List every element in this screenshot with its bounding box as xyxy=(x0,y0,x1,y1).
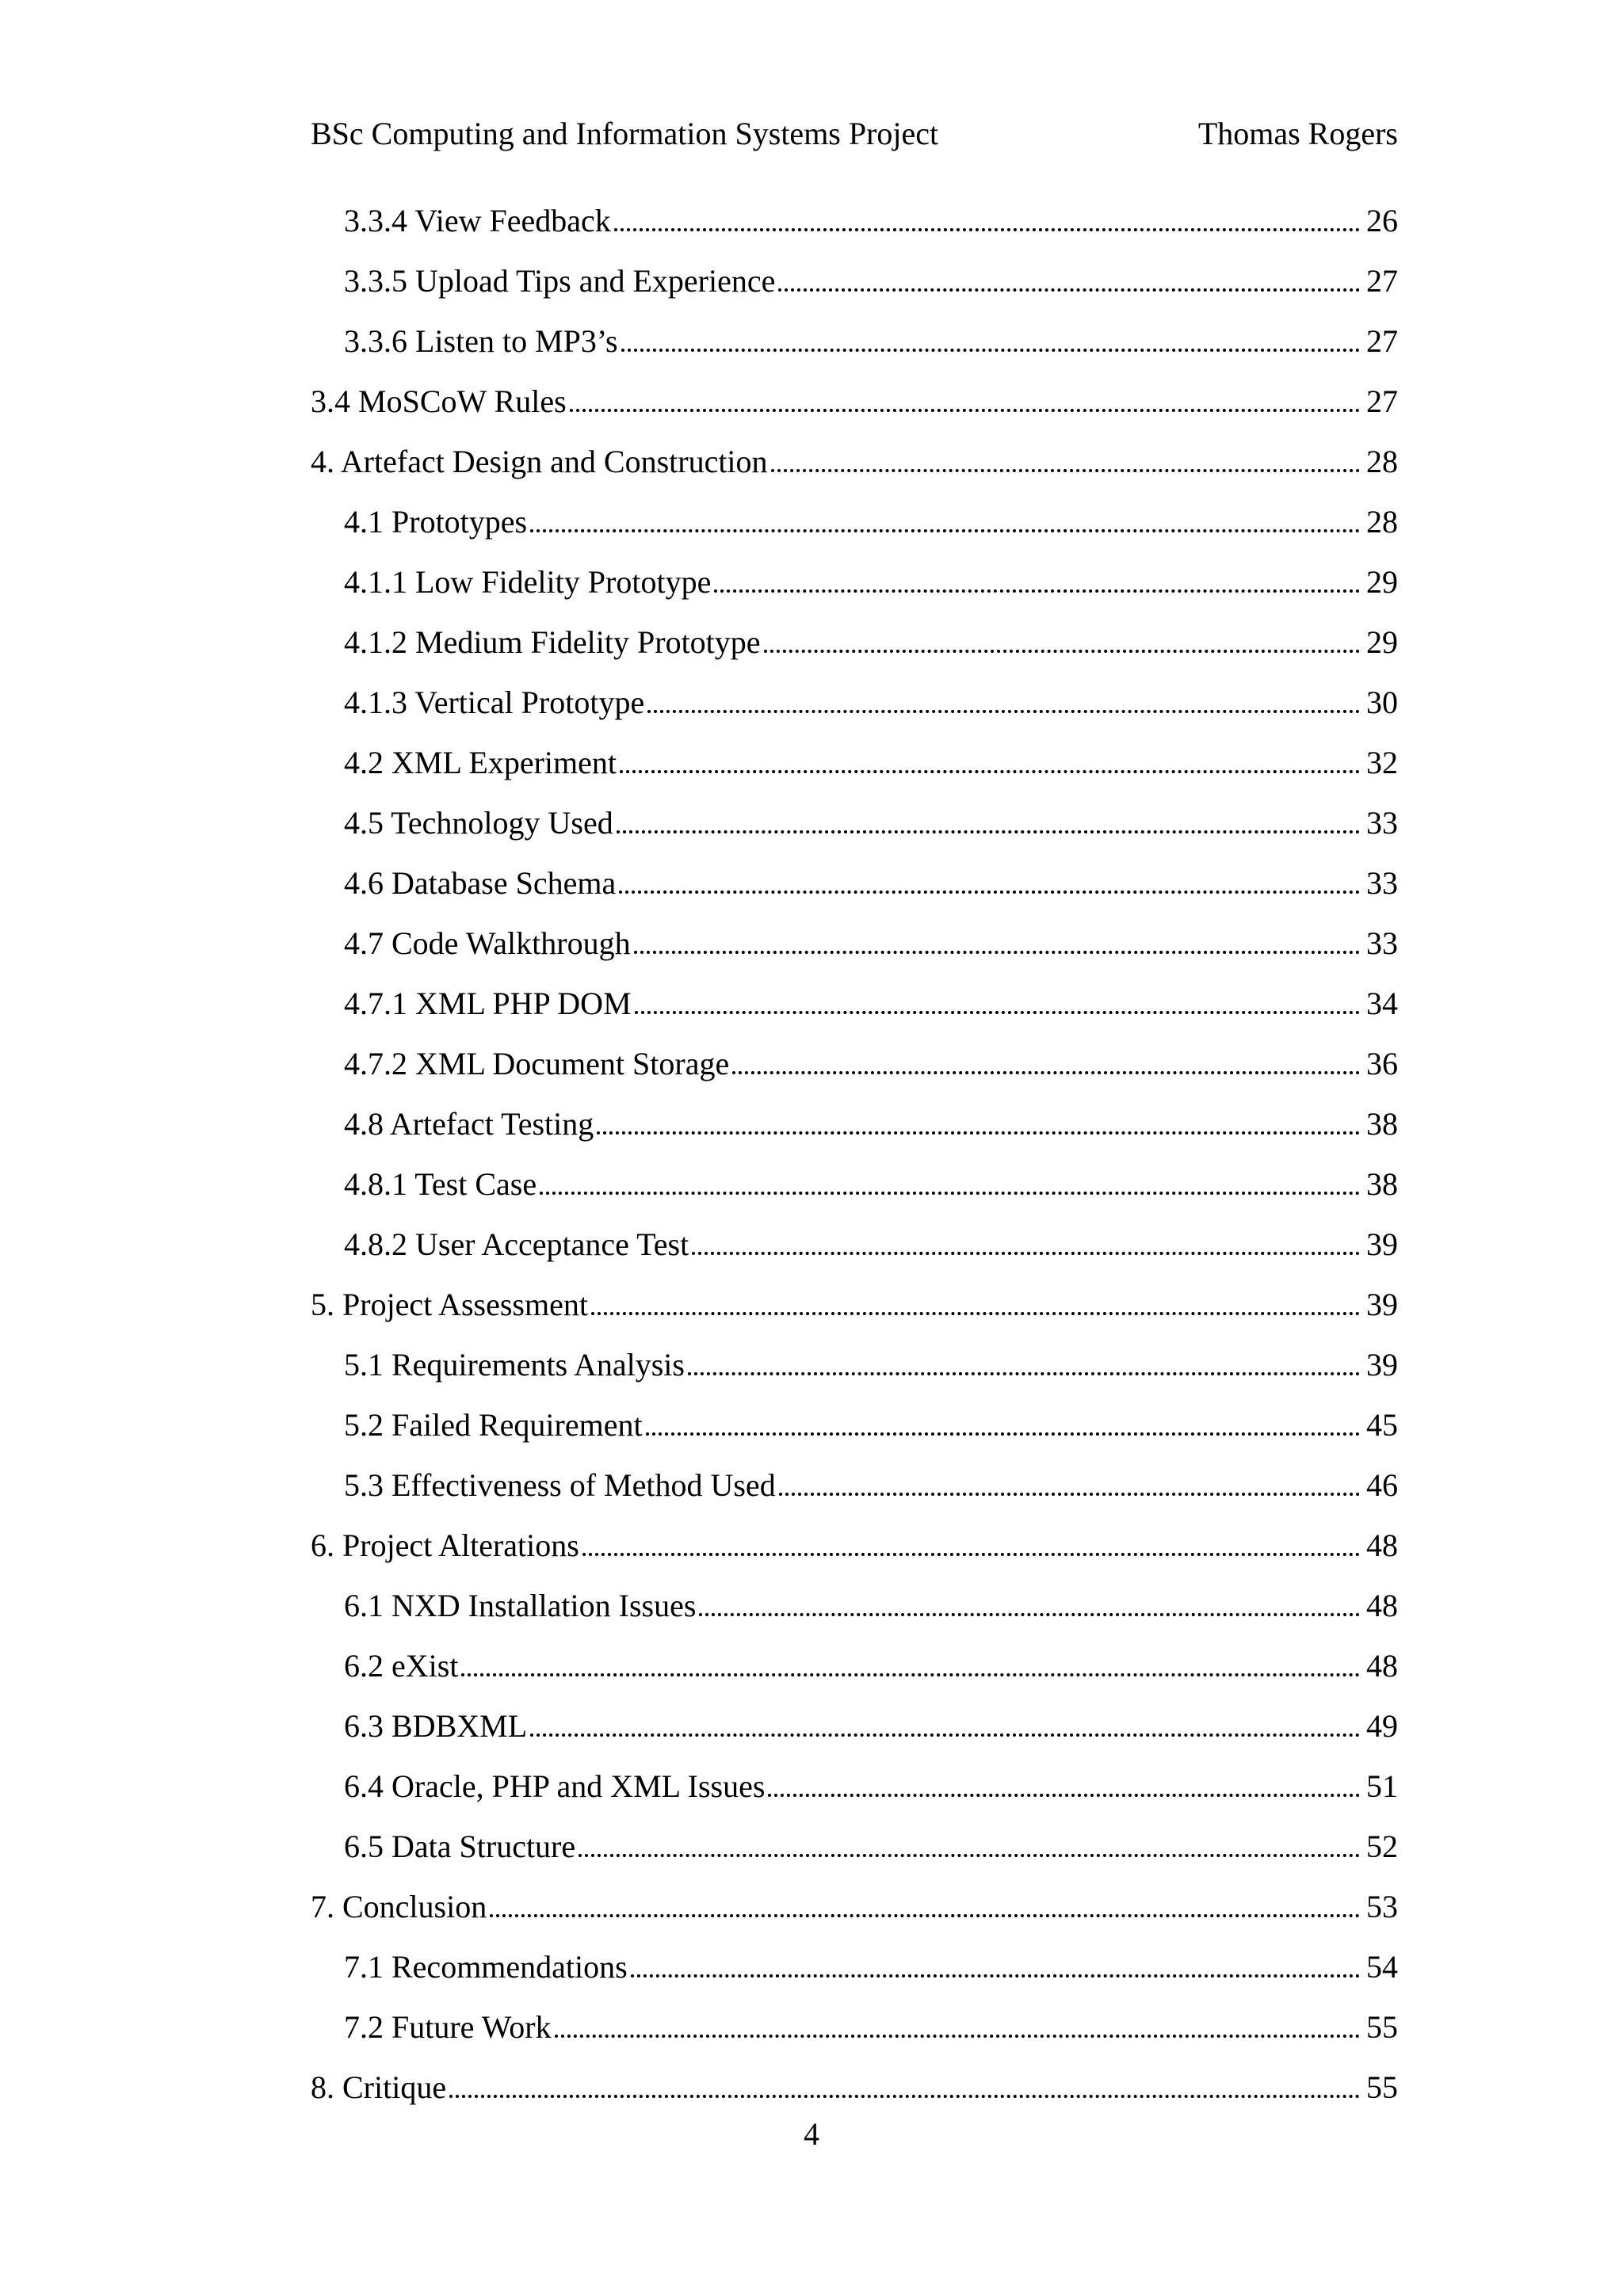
toc-dot-leader xyxy=(597,1131,1360,1135)
toc-entry-page: 36 xyxy=(1366,1045,1398,1081)
header-project-title: BSc Computing and Information Systems Project xyxy=(311,116,939,151)
toc-dot-leader xyxy=(635,1011,1360,1014)
toc-entry[interactable] xyxy=(311,1154,1398,1214)
toc-entry-page: 45 xyxy=(1366,1406,1398,1443)
toc-entry[interactable] xyxy=(311,1816,1398,1876)
toc-entry-title: 4.7 Code Walkthrough xyxy=(344,925,631,961)
toc-entry[interactable] xyxy=(311,311,1398,371)
toc-entry-page: 52 xyxy=(1366,1828,1398,1864)
toc-dot-leader xyxy=(617,830,1360,833)
toc-entry[interactable] xyxy=(311,612,1398,672)
toc-dot-leader xyxy=(688,1372,1360,1375)
toc-entry-page: 29 xyxy=(1366,563,1398,600)
toc-entry[interactable] xyxy=(311,551,1398,612)
toc-dot-leader xyxy=(614,228,1360,231)
toc-entry-title: 4.1.2 Medium Fidelity Prototype xyxy=(344,624,761,660)
toc-entry-title: 4.1.3 Vertical Prototype xyxy=(344,684,645,720)
toc-entry[interactable] xyxy=(311,852,1398,913)
toc-entry-page: 29 xyxy=(1366,624,1398,660)
header-author: Thomas Rogers xyxy=(1197,116,1398,151)
toc-entry-title: 4. Artefact Design and Construction xyxy=(311,443,768,479)
toc-entry[interactable] xyxy=(311,491,1398,551)
toc-entry-title: 7.1 Recommendations xyxy=(344,1948,628,1985)
toc-entry-title: 4.2 XML Experiment xyxy=(344,744,617,780)
page-header xyxy=(311,111,1398,157)
toc-dot-leader xyxy=(619,891,1360,894)
toc-entry-title: 4.1 Prototypes xyxy=(344,503,528,540)
toc-entry-title: 6. Project Alterations xyxy=(311,1527,579,1563)
toc-dot-leader xyxy=(461,1673,1360,1676)
toc-entry-page: 26 xyxy=(1366,202,1398,238)
toc-entry-page: 48 xyxy=(1366,1527,1398,1563)
toc-dot-leader xyxy=(579,1854,1360,1857)
toc-entry-page: 51 xyxy=(1366,1768,1398,1804)
toc-entry[interactable] xyxy=(311,1515,1398,1575)
toc-dot-leader xyxy=(634,951,1360,954)
toc-entry-page: 55 xyxy=(1366,2069,1398,2105)
toc-entry-title: 6.4 Oracle, PHP and XML Issues xyxy=(344,1768,766,1804)
toc-entry[interactable] xyxy=(311,732,1398,792)
table-of-contents xyxy=(311,190,1398,2117)
toc-entry-title: 8. Critique xyxy=(311,2069,447,2105)
toc-entry[interactable] xyxy=(311,1394,1398,1455)
toc-entry-title: 3.3.5 Upload Tips and Experience xyxy=(344,262,776,299)
toc-entry-title: 3.4 MoSCoW Rules xyxy=(311,383,567,419)
toc-entry[interactable] xyxy=(311,1695,1398,1756)
toc-entry-title: 7.2 Future Work xyxy=(344,2008,552,2045)
toc-entry-title: 3.3.4 View Feedback xyxy=(344,202,611,238)
toc-entry-title: 5.2 Failed Requirement xyxy=(344,1406,643,1443)
toc-entry[interactable] xyxy=(311,1455,1398,1515)
toc-entry-title: 5.1 Requirements Analysis xyxy=(344,1346,685,1383)
toc-entry[interactable] xyxy=(311,672,1398,732)
toc-entry-title: 5. Project Assessment xyxy=(311,1286,588,1322)
toc-dot-leader xyxy=(771,469,1360,472)
toc-entry-title: 4.8 Artefact Testing xyxy=(344,1105,594,1142)
toc-dot-leader xyxy=(646,1432,1360,1436)
toc-entry-title: 4.7.1 XML PHP DOM xyxy=(344,985,632,1021)
toc-entry-page: 32 xyxy=(1366,744,1398,780)
toc-entry-title: 4.6 Database Schema xyxy=(344,864,617,901)
toc-entry[interactable] xyxy=(311,1635,1398,1695)
toc-dot-leader xyxy=(555,2035,1360,2038)
toc-dot-leader xyxy=(692,1252,1360,1255)
toc-dot-leader xyxy=(591,1312,1360,1315)
toc-entry-title: 4.7.2 XML Document Storage xyxy=(344,1045,730,1081)
toc-entry-page: 27 xyxy=(1366,383,1398,419)
toc-dot-leader xyxy=(620,770,1360,773)
toc-dot-leader xyxy=(570,409,1360,412)
toc-entry-title: 6.1 NXD Installation Issues xyxy=(344,1587,697,1623)
toc-entry-title: 5.3 Effectiveness of Method Used xyxy=(344,1466,776,1503)
toc-entry[interactable] xyxy=(311,1093,1398,1154)
toc-entry-page: 55 xyxy=(1366,2008,1398,2045)
toc-dot-leader xyxy=(631,1974,1360,1978)
toc-entry-page: 39 xyxy=(1366,1286,1398,1322)
toc-dot-leader xyxy=(647,710,1360,713)
toc-entry-title: 6.3 BDBXML xyxy=(344,1707,528,1744)
toc-dot-leader xyxy=(490,1914,1360,1917)
toc-entry[interactable] xyxy=(311,973,1398,1033)
toc-dot-leader xyxy=(530,529,1360,532)
toc-dot-leader xyxy=(699,1613,1360,1616)
toc-entry[interactable] xyxy=(311,1575,1398,1635)
toc-dot-leader xyxy=(732,1071,1360,1074)
toc-entry[interactable] xyxy=(311,1756,1398,1816)
toc-entry[interactable] xyxy=(311,1334,1398,1394)
toc-entry-page: 54 xyxy=(1366,1948,1398,1985)
toc-dot-leader xyxy=(582,1553,1360,1556)
page-number: 4 xyxy=(804,2116,819,2152)
toc-entry-page: 30 xyxy=(1366,684,1398,720)
toc-entry-page: 48 xyxy=(1366,1587,1398,1623)
toc-entry[interactable] xyxy=(311,250,1398,311)
toc-dot-leader xyxy=(778,288,1360,292)
toc-entry-page: 33 xyxy=(1366,925,1398,961)
toc-dot-leader xyxy=(779,1493,1360,1496)
toc-entry[interactable] xyxy=(311,1214,1398,1274)
toc-entry-page: 53 xyxy=(1366,1888,1398,1924)
toc-dot-leader xyxy=(621,349,1360,352)
toc-entry[interactable] xyxy=(311,1936,1398,1997)
toc-entry-page: 39 xyxy=(1366,1226,1398,1262)
toc-entry-title: 6.5 Data Structure xyxy=(344,1828,576,1864)
toc-entry-title: 4.8.1 Test Case xyxy=(344,1165,537,1202)
toc-entry-page: 28 xyxy=(1366,443,1398,479)
toc-entry-page: 39 xyxy=(1366,1346,1398,1383)
toc-dot-leader xyxy=(768,1794,1360,1797)
toc-entry-page: 33 xyxy=(1366,804,1398,841)
toc-entry-page: 34 xyxy=(1366,985,1398,1021)
toc-dot-leader xyxy=(449,2095,1360,2098)
toc-dot-leader xyxy=(714,589,1360,593)
toc-entry[interactable] xyxy=(311,190,1398,250)
toc-entry[interactable] xyxy=(311,431,1398,491)
toc-entry[interactable] xyxy=(311,913,1398,973)
toc-entry-title: 6.2 eXist xyxy=(344,1647,459,1684)
toc-dot-leader xyxy=(530,1733,1360,1737)
toc-entry-page: 48 xyxy=(1366,1647,1398,1684)
toc-entry[interactable] xyxy=(311,2057,1398,2117)
toc-entry-page: 49 xyxy=(1366,1707,1398,1744)
toc-entry-page: 46 xyxy=(1366,1466,1398,1503)
toc-entry[interactable] xyxy=(311,371,1398,431)
toc-entry[interactable] xyxy=(311,1997,1398,2057)
toc-entry-page: 27 xyxy=(1366,322,1398,359)
toc-entry-page: 38 xyxy=(1366,1105,1398,1142)
toc-entry-page: 28 xyxy=(1366,503,1398,540)
toc-entry-page: 33 xyxy=(1366,864,1398,901)
toc-entry-title: 3.3.6 Listen to MP3’s xyxy=(344,322,618,359)
toc-dot-leader xyxy=(764,650,1360,653)
toc-entry-title: 4.1.1 Low Fidelity Prototype xyxy=(344,563,712,600)
toc-entry[interactable] xyxy=(311,1876,1398,1936)
toc-entry-page: 38 xyxy=(1366,1165,1398,1202)
toc-entry[interactable] xyxy=(311,792,1398,852)
toc-entry-title: 4.8.2 User Acceptance Test xyxy=(344,1226,689,1262)
toc-entry-title: 7. Conclusion xyxy=(311,1888,487,1924)
toc-entry-title: 4.5 Technology Used xyxy=(344,804,613,841)
toc-entry-page: 27 xyxy=(1366,262,1398,299)
toc-entry[interactable] xyxy=(311,1274,1398,1334)
toc-dot-leader xyxy=(540,1192,1360,1195)
toc-entry[interactable] xyxy=(311,1033,1398,1093)
